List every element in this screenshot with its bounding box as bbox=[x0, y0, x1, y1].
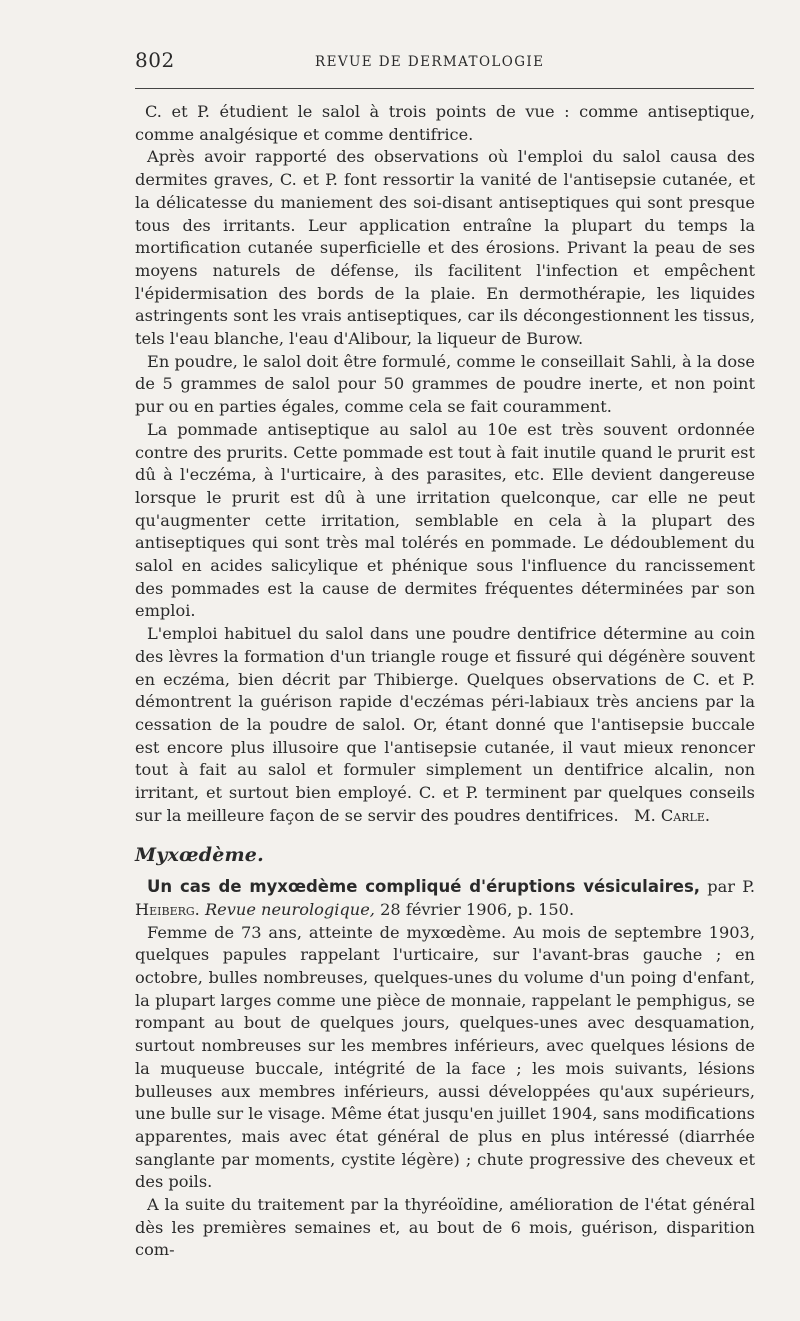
paragraph-text: L'emploi habituel du salol dans une poudre dentifrice détermine au coin des lèvres la formation d'un triangle rouge et fissuré qui dégénère souvent en eczéma, bien décrit par Thibierge. Quelques observations de C. et P. démontrent la guérison rapide d'eczémas péri-labiaux très anciens par la cessation de la poudre de salol. Or, étant donné que l'antisepsie buccale est encore plus illusoire que l'antisepsie cutanée, il vaut mieux renoncer tout à fait au salol et formuler simplement un dentifrice alcalin, non irritant, et surtout bien employé. C. et P. terminent par quelques conseils sur la meilleure façon de se servir des poudres dentifrices. bbox=[135, 624, 755, 825]
paragraph: Femme de 73 ans, atteinte de myxœdème. Au mois de septembre 1903, quelques papules rappelant l'urticaire, sur l'avant-bras gauche ; en octobre, bulles nombreuses, quelques-unes du volume d'un poing d'enfant, la plupart larges comme une pièce de monnaie, rappelant le pemphigus, se rompant au bout de quelques jours, quelques-unes avec desquamation, surtout nombreuses sur les membres inférieurs, avec quelques lésions de la muqueuse buccale, intégrité de la face ; les mois suivants, lésions bulleuses aux membres inférieurs, aussi développées qu'aux supérieurs, une bulle sur le visage. Même état jusqu'en juillet 1904, sans modifications apparentes, mais avec état général de plus en plus intéressé (diarrhée sanglante par moments, cystite légère) ; chute progressive des cheveux et des poils. bbox=[135, 922, 755, 1192]
page-number: 802 bbox=[135, 48, 175, 72]
body-text bbox=[135, 101, 755, 1262]
article-author: Heiberg. bbox=[135, 899, 200, 919]
article-by: par P. bbox=[700, 877, 755, 897]
header-rule bbox=[135, 88, 754, 89]
paragraph: C. et P. étudient le salol à trois points de vue : comme antiseptique, comme analgésique et comme dentifrice. bbox=[135, 102, 755, 144]
paragraph: La pommade antiseptique au salol au 10e est très souvent ordonnée contre des prurits. Cette pommade est tout à fait inutile quand le prurit est dû à l'eczéma, à l'urticaire, à des parasites, etc. Elle devient dangereuse lorsque le prurit est dû à une irritation quelconque, car elle ne peut qu'augmenter cette irritation, semblable en cela à la plupart des antiseptiques qui sont très mal tolérés en pommade. Le dédoublement du salol en acides salicylique et phénique sous l'influence du rancissement des pommades est la cause de dermites fréquentes déterminées par son emploi. bbox=[135, 419, 755, 621]
paragraph-with-signature bbox=[135, 623, 755, 827]
section-title: Myxœdème. bbox=[135, 843, 264, 866]
article-date: 28 février 1906, p. 150. bbox=[374, 899, 575, 919]
article-title: Un cas de myxœdème compliqué d'éruptions vésiculaires, bbox=[147, 877, 701, 897]
article-heading bbox=[135, 876, 755, 921]
page-header bbox=[135, 48, 755, 80]
paragraph: A la suite du traitement par la thyréoïdine, amélioration de l'état général dès les premières semaines et, au bout de 6 mois, guérison, disparition com- bbox=[135, 1195, 755, 1260]
signature: M. Carle. bbox=[634, 805, 710, 825]
paragraph: En poudre, le salol doit être formulé, comme le conseillait Sahli, à la dose de 5 grammes de salol pour 50 grammes de poudre inerte, et non point pur ou en parties égales, comme cela se fait couramment. bbox=[135, 351, 755, 417]
article-journal: Revue neurologique, bbox=[204, 899, 375, 919]
running-title: REVUE DE DERMATOLOGIE bbox=[315, 54, 545, 70]
paragraph: Après avoir rapporté des observations où l'emploi du salol causa des dermites graves, C. et P. font ressortir la vanité de l'antisepsie cutanée, et la délicatesse du maniement des soi-disant antiseptiques qui sont presque tous des irritants. Leur application entraîne la plupart du temps la mortification cutanée superficielle et des érosions. Privant la peau de ses moyens naturels de défense, ils facilitent l'infection et empêchent l'épidermisation des bords de la plaie. En dermothérapie, les liquides astringents sont les vrais antiseptiques, car ils décongestionnent les tissus, tels l'eau blanche, l'eau d'Alibour, la liqueur de Burow. bbox=[135, 147, 755, 349]
